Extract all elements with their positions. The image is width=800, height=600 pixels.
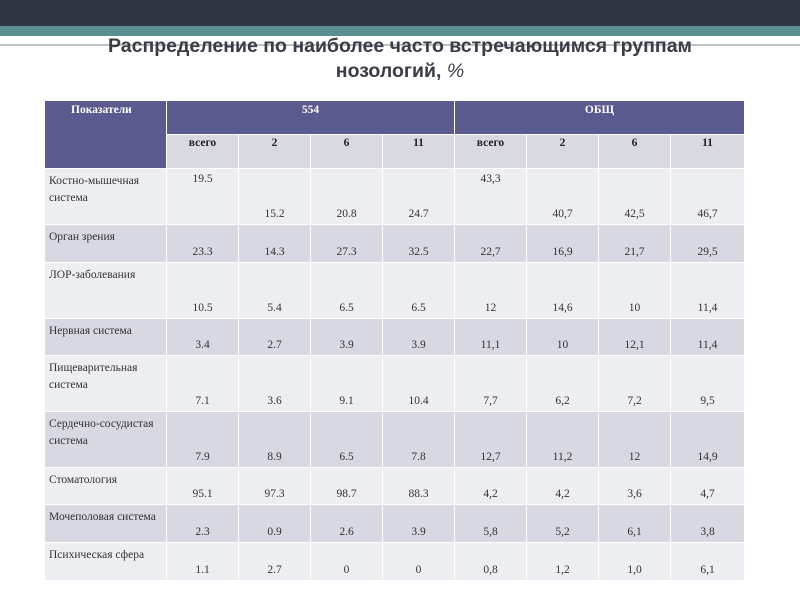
- cell: 7.8: [383, 412, 455, 468]
- cell: 88.3: [383, 468, 455, 505]
- table-row: [45, 225, 745, 263]
- cell: 97.3: [239, 468, 311, 505]
- row-label: Костно-мышечная система: [45, 169, 167, 225]
- cell: 14,9: [671, 412, 745, 468]
- cell: 0,8: [455, 543, 527, 581]
- cell: 3,6: [599, 468, 671, 505]
- row-label: Орган зрения: [45, 225, 167, 263]
- cell: 3.9: [383, 505, 455, 543]
- title-line-2: [40, 59, 760, 84]
- cell: 40,7: [527, 169, 599, 225]
- cell: 3.6: [239, 356, 311, 412]
- cell: 10: [599, 263, 671, 319]
- subheader: 2: [239, 135, 311, 169]
- row-label: Нервная система: [45, 319, 167, 356]
- cell: 46,7: [671, 169, 745, 225]
- cell: 16,9: [527, 225, 599, 263]
- cell: 7,7: [455, 356, 527, 412]
- cell: 7.1: [167, 356, 239, 412]
- cell: 3.9: [383, 319, 455, 356]
- row-label: ЛОР-заболевания: [45, 263, 167, 319]
- cell: 9,5: [671, 356, 745, 412]
- cell: 15.2: [239, 169, 311, 225]
- table-row: [45, 412, 745, 468]
- cell: 6,2: [527, 356, 599, 412]
- cell: 10: [527, 319, 599, 356]
- cell: 11,1: [455, 319, 527, 356]
- cell: 1,0: [599, 543, 671, 581]
- cell: 1,2: [527, 543, 599, 581]
- subheader: 2: [527, 135, 599, 169]
- table-row: [45, 468, 745, 505]
- cell: 3,8: [671, 505, 745, 543]
- header-group-obsch: ОБЩ: [455, 101, 745, 135]
- table-row: [45, 319, 745, 356]
- cell: 14.3: [239, 225, 311, 263]
- cell: 3.9: [311, 319, 383, 356]
- subheader: всего: [455, 135, 527, 169]
- cell: 21,7: [599, 225, 671, 263]
- cell: 10.5: [167, 263, 239, 319]
- cell: 3.4: [167, 319, 239, 356]
- table-row: [45, 543, 745, 581]
- header-group-554: 554: [167, 101, 455, 135]
- cell: 98.7: [311, 468, 383, 505]
- slide-title: [40, 34, 760, 84]
- cell: 29,5: [671, 225, 745, 263]
- cell: 2.6: [311, 505, 383, 543]
- cell: 12: [455, 263, 527, 319]
- cell: 2.7: [239, 319, 311, 356]
- top-banner: [0, 0, 800, 26]
- cell: 14,6: [527, 263, 599, 319]
- cell: 12,1: [599, 319, 671, 356]
- cell: 11,2: [527, 412, 599, 468]
- subheader: 6: [599, 135, 671, 169]
- subheader: 11: [671, 135, 745, 169]
- row-label: Мочеполовая система: [45, 505, 167, 543]
- cell: 2.7: [239, 543, 311, 581]
- cell: 6.5: [383, 263, 455, 319]
- cell: 8.9: [239, 412, 311, 468]
- cell: 11,4: [671, 319, 745, 356]
- cell: 32.5: [383, 225, 455, 263]
- title-unit: %: [446, 60, 465, 82]
- cell: 6,1: [671, 543, 745, 581]
- cell: 19.5: [167, 169, 239, 225]
- cell: 0: [383, 543, 455, 581]
- cell: 10.4: [383, 356, 455, 412]
- cell: 24.7: [383, 169, 455, 225]
- cell: 4,2: [455, 468, 527, 505]
- cell: 42,5: [599, 169, 671, 225]
- header-indicators: Показатели: [45, 101, 167, 169]
- title-line-1: Распределение по наиболее часто встречающимся группам: [108, 35, 692, 57]
- cell: 5,8: [455, 505, 527, 543]
- table-row: [45, 169, 745, 225]
- title-line-2-text: нозологий,: [335, 60, 442, 82]
- row-label: Стоматология: [45, 468, 167, 505]
- nosology-table: [44, 100, 745, 581]
- cell: 11,4: [671, 263, 745, 319]
- cell: 5,2: [527, 505, 599, 543]
- subheader: 6: [311, 135, 383, 169]
- cell: 4,7: [671, 468, 745, 505]
- cell: 12,7: [455, 412, 527, 468]
- cell: 23.3: [167, 225, 239, 263]
- cell: 6.5: [311, 412, 383, 468]
- cell: 12: [599, 412, 671, 468]
- cell: 0: [311, 543, 383, 581]
- row-label: Психическая сфера: [45, 543, 167, 581]
- row-label: Сердечно-сосудистая система: [45, 412, 167, 468]
- cell: 27.3: [311, 225, 383, 263]
- cell: 5.4: [239, 263, 311, 319]
- cell: 95.1: [167, 468, 239, 505]
- table-row: [45, 263, 745, 319]
- cell: 6.5: [311, 263, 383, 319]
- cell: 9.1: [311, 356, 383, 412]
- cell: 0.9: [239, 505, 311, 543]
- row-label: Пищеварительная система: [45, 356, 167, 412]
- cell: 7,2: [599, 356, 671, 412]
- cell: 2.3: [167, 505, 239, 543]
- cell: 20.8: [311, 169, 383, 225]
- cell: 43,3: [455, 169, 527, 225]
- subheader: всего: [167, 135, 239, 169]
- cell: 4,2: [527, 468, 599, 505]
- cell: 6,1: [599, 505, 671, 543]
- cell: 22,7: [455, 225, 527, 263]
- cell: 1.1: [167, 543, 239, 581]
- table-row: [45, 505, 745, 543]
- cell: 7.9: [167, 412, 239, 468]
- subheader: 11: [383, 135, 455, 169]
- table-row: [45, 356, 745, 412]
